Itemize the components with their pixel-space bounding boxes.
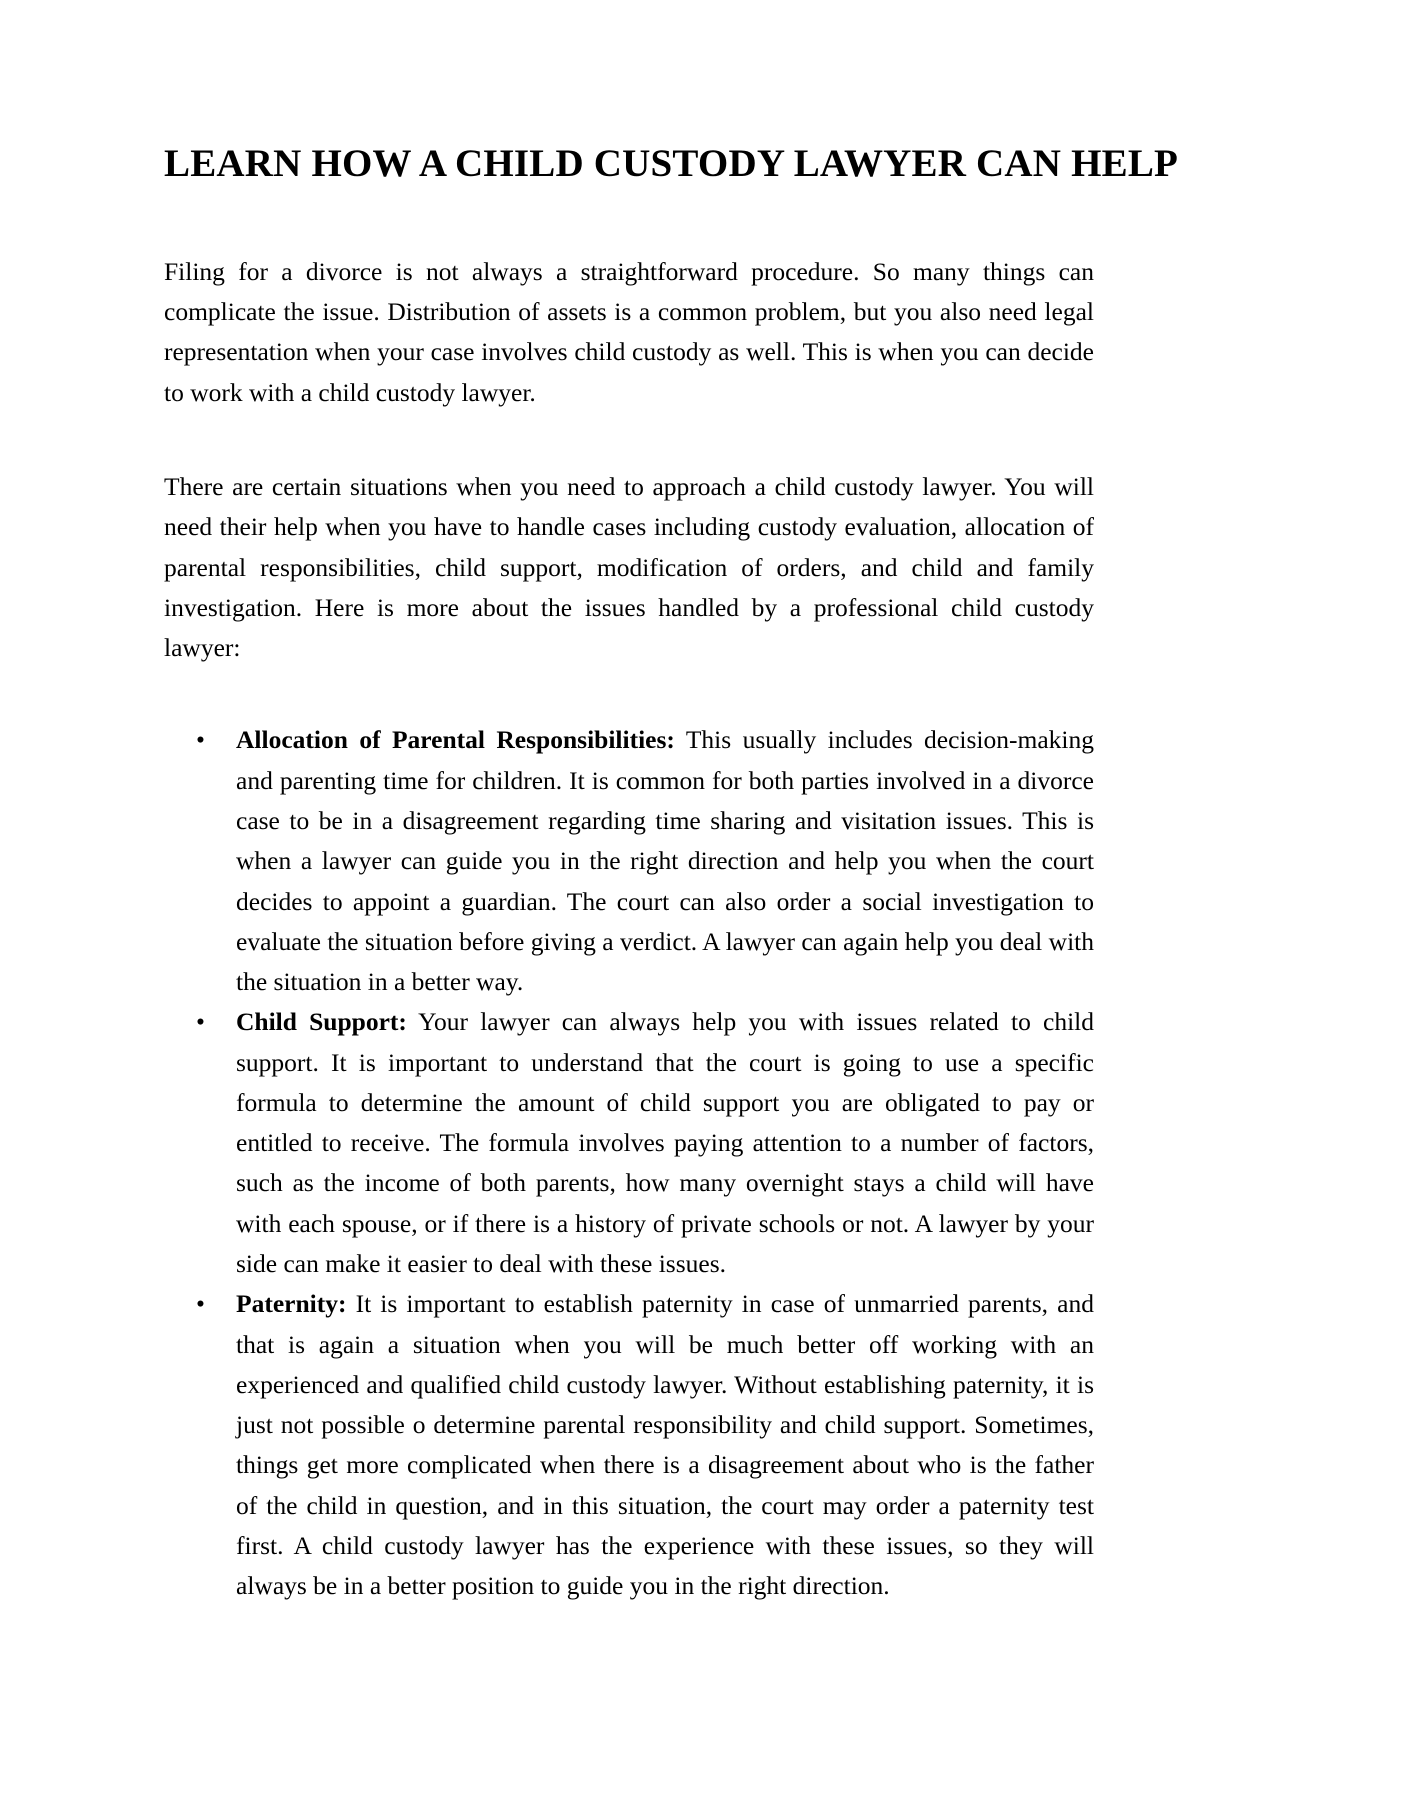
list-item (164, 720, 1094, 1002)
bullet-icon: • (196, 1007, 205, 1037)
list-item-text: It is important to establish paternity in case of unmarried parents, and that is again a situation when you will be much better off working with an experienced and qualified child custody lawyer. Without establishing paternity, it is just not possible o determine parental responsibility and child support. Sometimes, things get more complicated when there is a disagreement about who is the father of the child in question, and in this situation, the court may order a paternity test first. A child custody lawyer has the experience with these issues, so they will always be in a better position to guide you in the right direction. (236, 1289, 1094, 1601)
list-item-text: Your lawyer can always help you with issues related to child support. It is important to understand that the court is going to use a specific formula to determine the amount of child support you are obligated to pay or entitled to receive. The formula involves paying attention to a number of factors, such as the income of both parents, how many overnight stays a child will have with each spouse, or if there is a history of private schools or not. A lawyer by your side can make it easier to deal with these issues. (236, 1007, 1094, 1279)
bullet-icon: • (196, 725, 205, 755)
list-spacer (164, 668, 1258, 720)
list-item (164, 1284, 1094, 1606)
issues-list (164, 720, 1094, 1606)
list-item-lead: Paternity: (236, 1289, 347, 1319)
bullet-icon: • (196, 1289, 205, 1319)
list-item-lead: Allocation of Parental Responsibilities: (236, 725, 675, 755)
intro-paragraph-2: There are certain situations when you need to approach a child custody lawyer. You will need their help when you have to handle cases including custody evaluation, allocation of parental responsibilities, child support, modification of orders, and child and family investigation. Here is more about the issues handled by a professional child custody lawyer: (164, 471, 1094, 663)
list-item-lead: Child Support: (236, 1007, 407, 1037)
list-item (164, 1002, 1094, 1284)
intro-paragraph-1: Filing for a divorce is not always a straightforward procedure. So many things can complicate the issue. Distribution of assets is a common problem, but you also need legal representation when your case involves child custody as well. This is when you can decide to work with a child custody lawyer. (164, 256, 1094, 407)
title-spacer (164, 190, 1258, 252)
list-item-text: This usually includes decision-making and parenting time for children. It is common for both parties involved in a divorce case to be in a disagreement regarding time sharing and visitation issues. This is when a lawyer can guide you in the right direction and help you when the court decides to appoint a guardian. The court can also order a social investigation to evaluate the situation before giving a verdict. A lawyer can again help you deal with the situation in a better way. (236, 725, 1094, 997)
paragraph-spacer (164, 413, 1258, 467)
page-title: LEARN HOW A CHILD CUSTODY LAWYER CAN HELP (164, 142, 1179, 185)
